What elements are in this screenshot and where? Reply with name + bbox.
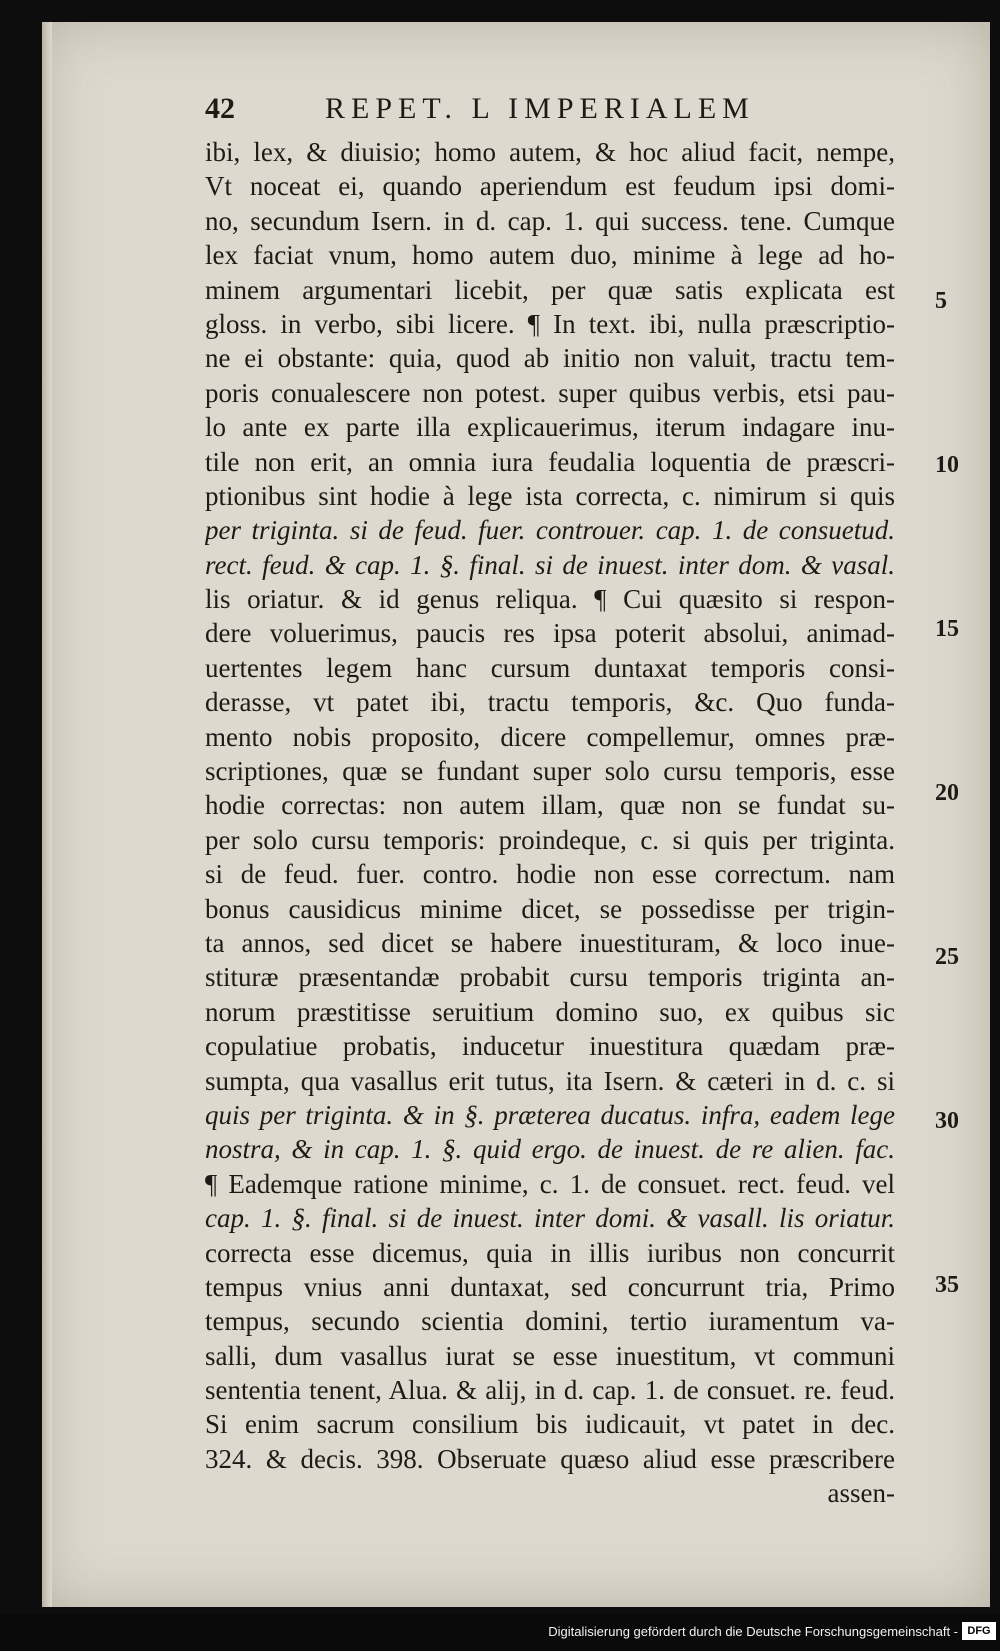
text-line: poris conualescere non potest. super quibus verbis, etsi pau-	[205, 377, 895, 408]
margin-line-number: 15	[935, 616, 959, 642]
text-line: no, secundum Isern. in d. cap. 1. qui success. tene. Cumque	[205, 205, 895, 236]
page-edge	[42, 22, 52, 1607]
text-line: per triginta. si de feud. fuer. controuer. cap. 1. de consuetud.	[205, 515, 895, 546]
text-line: copulatiue probatis, inducetur inuestitura quædam præ-	[205, 1031, 895, 1062]
text-line: gloss. in verbo, sibi licere. ¶ In text. ibi, nulla præscriptio-	[205, 308, 895, 339]
text-line: norum præstitisse seruitium domino suo, ex quibus sic	[205, 996, 895, 1027]
text-line: nostra, & in cap. 1. §. quid ergo. de inuest. de re alien. fac.	[205, 1134, 895, 1165]
text-line: ne ei obstante: quia, quod ab initio non valuit, tractu tem-	[205, 343, 895, 374]
catchword: assen-	[827, 1478, 895, 1509]
text-line: Si enim sacrum consilium bis iudicauit, vt patet in dec.	[205, 1409, 895, 1440]
text-line: stituræ præsentandæ probabit cursu temporis triginta an-	[205, 962, 895, 993]
margin-line-number: 5	[935, 288, 947, 314]
text-line: ptionibus sint hodie à lege ista correcta, c. nimirum si quis	[205, 480, 895, 511]
text-line: 324. & decis. 398. Obseruate quæso aliud esse præscribere	[205, 1443, 895, 1474]
text-line: sumpta, qua vasallus erit tutus, ita Isern. & cæteri in d. c. si	[205, 1065, 895, 1096]
text-line: Vt noceat ei, quando aperiendum est feudum ipsi domi-	[205, 171, 895, 202]
text-line: minem argumentari licebit, per quæ satis explicata est	[205, 274, 895, 305]
running-head: REPET. L IMPERIALEM	[325, 92, 755, 125]
text-line: cap. 1. §. final. si de inuest. inter domi. & vasall. lis oriatur.	[205, 1203, 895, 1234]
text-line: hodie correctas: non autem illam, quæ non se fundat su-	[205, 790, 895, 821]
text-line: lo ante ex parte illa explicauerimus, iterum indagare inu-	[205, 412, 895, 443]
text-line: salli, dum vasallus iurat se esse inuestitum, vt communi	[205, 1340, 895, 1371]
text-line: uertentes legem hanc cursum duntaxat temporis consi-	[205, 652, 895, 683]
margin-line-number: 20	[935, 780, 959, 806]
text-line: si de feud. fuer. contro. hodie non esse correctum. nam	[205, 859, 895, 890]
margin-line-number: 30	[935, 1108, 959, 1134]
text-line: ibi, lex, & diuisio; homo autem, & hoc aliud facit, nempe,	[205, 137, 895, 167]
text-line: per solo cursu temporis: proindeque, c. si quis per triginta.	[205, 824, 895, 855]
text-line: ¶ Eademque ratione minime, c. 1. de consuet. rect. feud. vel	[205, 1168, 895, 1199]
text-line: mento nobis proposito, dicere compellemur, omnes præ-	[205, 721, 895, 752]
text-line: ta annos, sed dicet se habere inuestituram, & loco inue-	[205, 927, 895, 958]
footer-bar	[0, 1614, 1000, 1651]
page-number: 42	[205, 92, 235, 125]
text-line: sententia tenent, Alua. & alij, in d. cap. 1. de consuet. re. feud.	[205, 1375, 895, 1406]
funding-credit: Digitalisierung gefördert durch die Deutsche Forschungsgemeinschaft -	[548, 1624, 958, 1639]
text-line: lex faciat vnum, homo autem duo, minime à lege ad ho-	[205, 240, 895, 271]
text-line: tempus, secundo scientia domini, tertio iuramentum va-	[205, 1306, 895, 1337]
text-line: rect. feud. & cap. 1. §. final. si de inuest. inter dom. & vasal.	[205, 549, 895, 580]
margin-line-number: 25	[935, 944, 959, 970]
dfg-logo: DFG	[962, 1622, 996, 1640]
text-line: dere voluerimus, paucis res ipsa poterit absolui, animad-	[205, 618, 895, 649]
page-header	[205, 92, 905, 132]
text-line: correcta esse dicemus, quia in illis iuribus non concurrit	[205, 1237, 895, 1268]
text-line: lis oriatur. & id genus reliqua. ¶ Cui quæsito si respon-	[205, 584, 895, 615]
margin-line-number: 35	[935, 1272, 959, 1298]
text-line: tile non erit, an omnia iura feudalia loquentia de præscri-	[205, 446, 895, 477]
text-line: tempus vnius anni duntaxat, sed concurrunt tria, Primo	[205, 1271, 895, 1302]
body-text	[205, 135, 895, 1511]
text-line: bonus causidicus minime dicet, se possedisse per trigin-	[205, 893, 895, 924]
text-line: scriptiones, quæ se fundant super solo cursu temporis, esse	[205, 756, 895, 787]
text-line: quis per triginta. & in §. præterea ducatus. infra, eadem lege	[205, 1099, 895, 1130]
margin-line-number: 10	[935, 452, 959, 478]
text-line: derasse, vt patet ibi, tractu temporis, &c. Quo funda-	[205, 687, 895, 718]
